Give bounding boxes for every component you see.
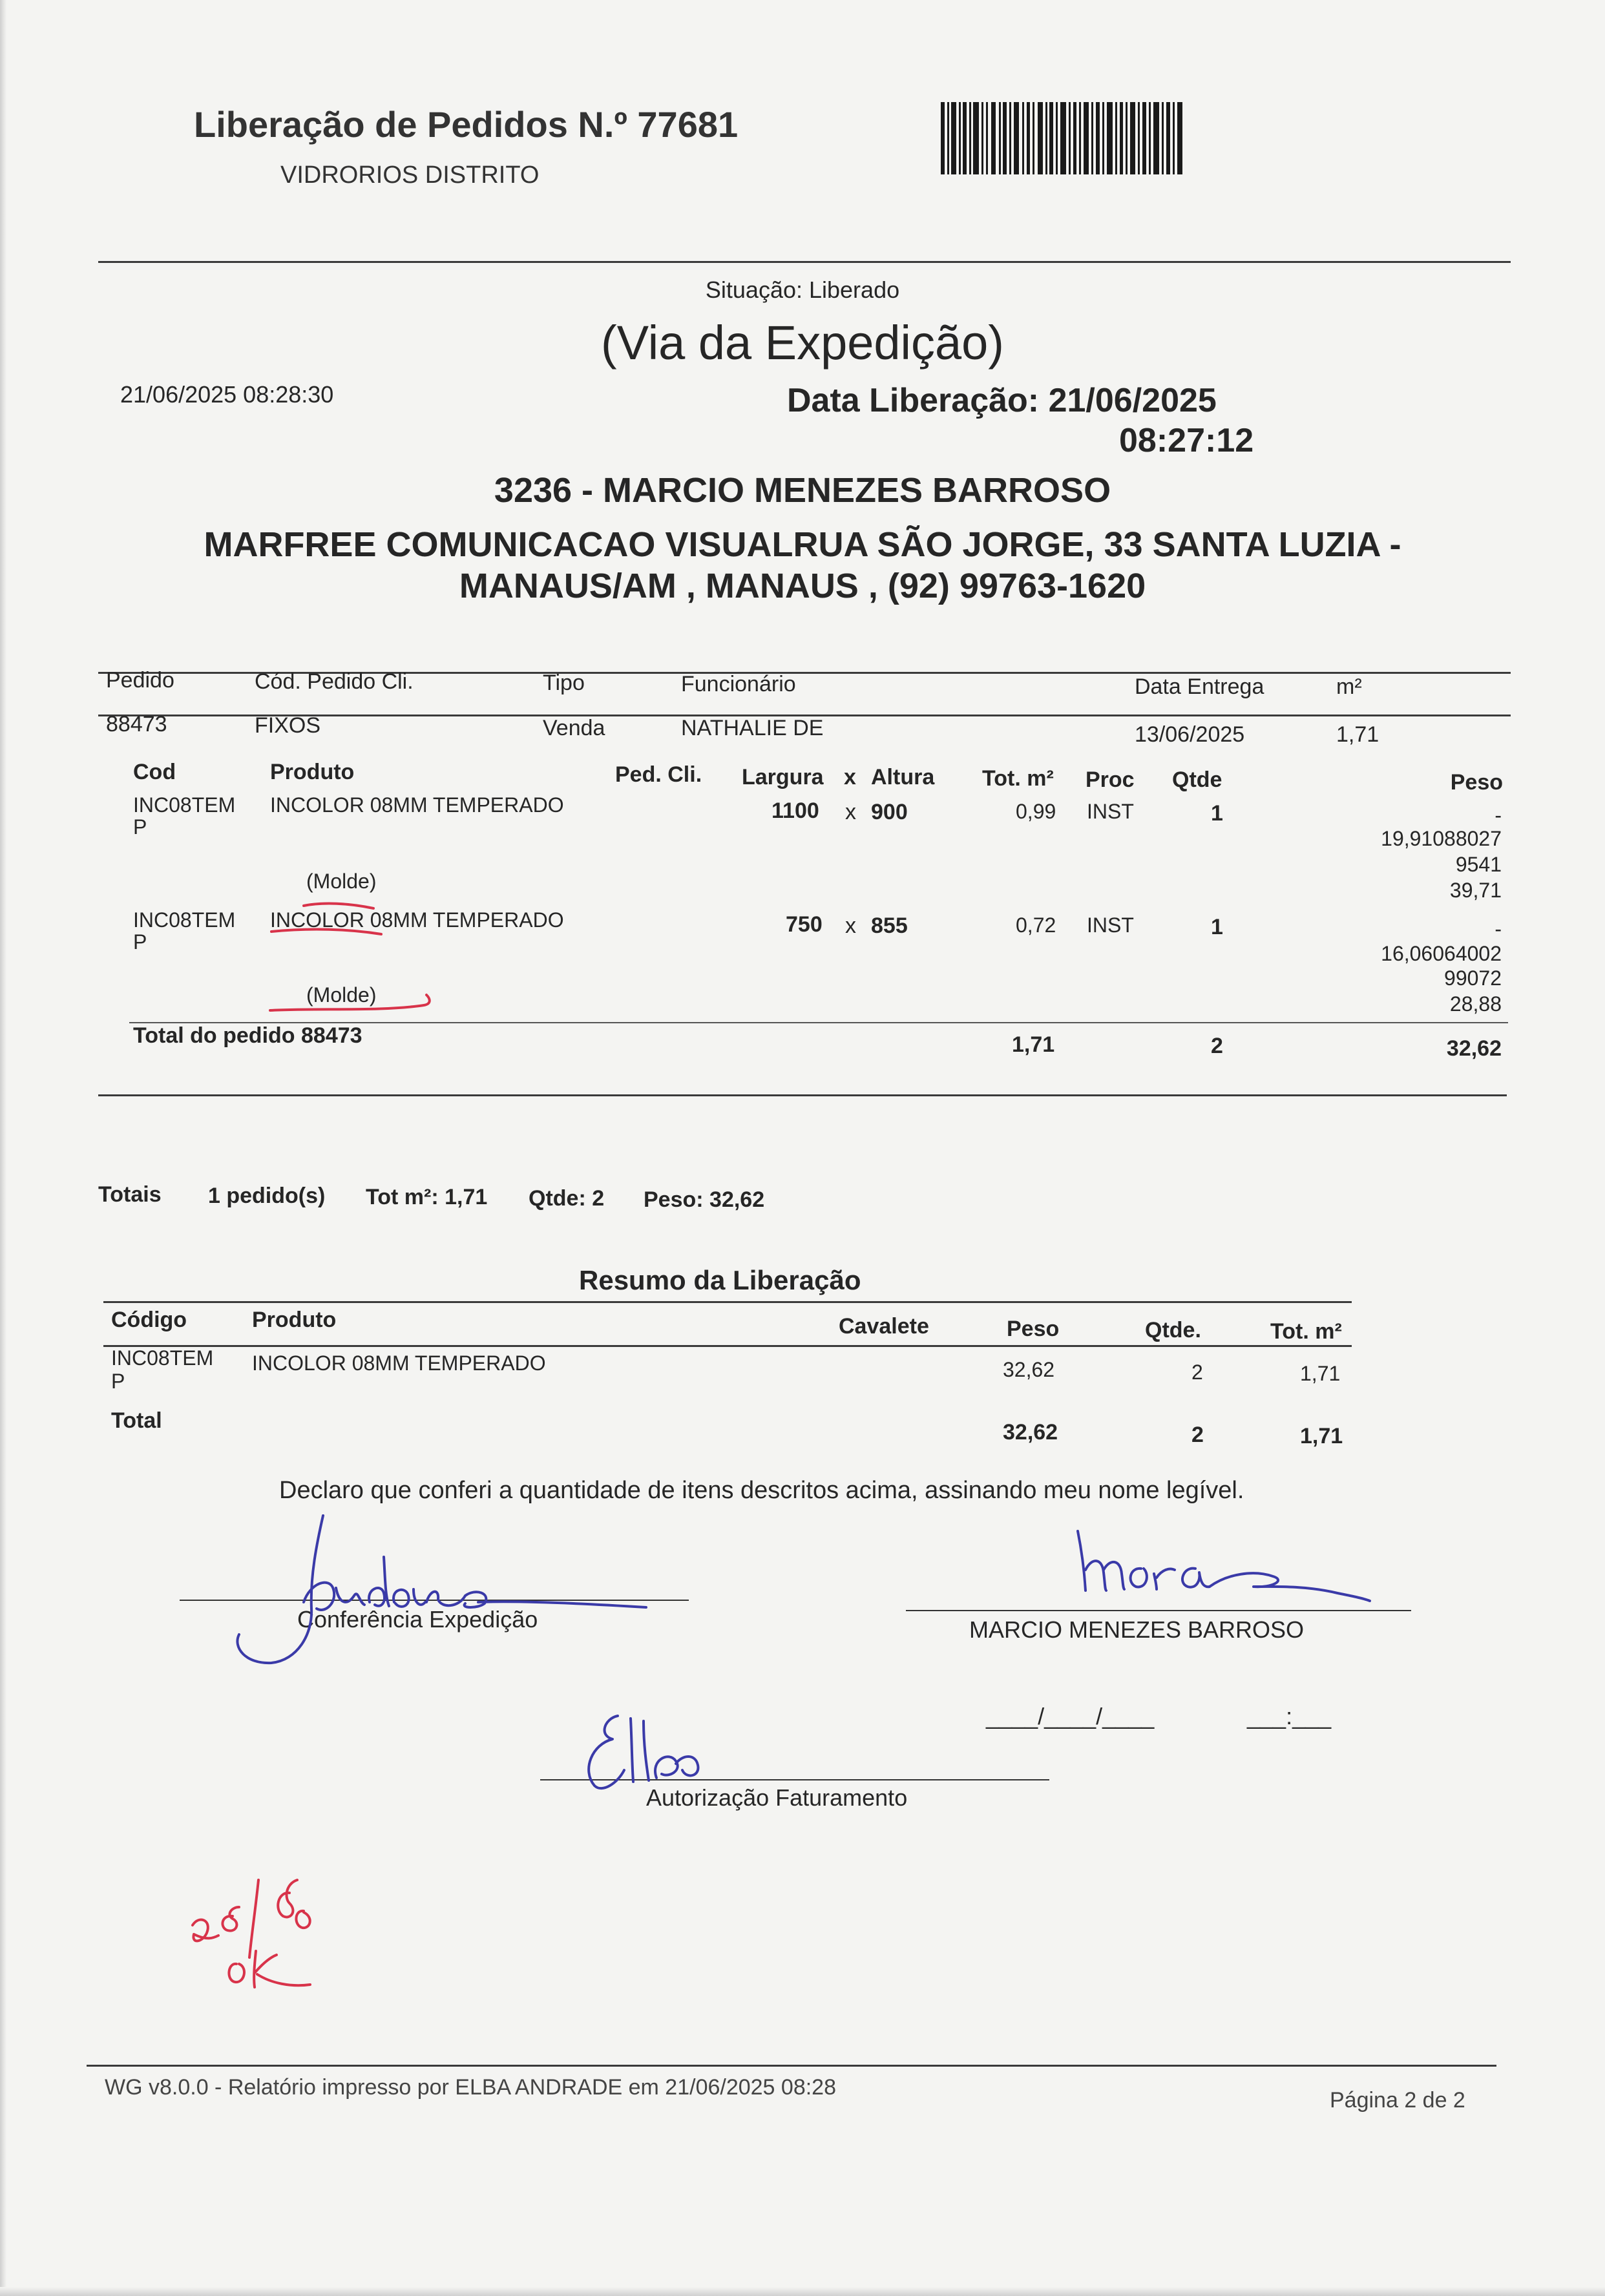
item-2-altura: 855: [871, 913, 908, 938]
col-header-m2: m²: [1336, 674, 1362, 699]
resumo-row-codigo-line1: INC08TEM: [111, 1346, 214, 1370]
order-total-label: Total do pedido 88473: [133, 1023, 362, 1048]
resumo-col-peso: Peso: [1007, 1317, 1060, 1341]
barcode-image: [941, 102, 1186, 174]
item-col-tot-m2: Tot. m²: [982, 766, 1054, 791]
item-1-altura: 900: [871, 800, 908, 824]
item-2-proc: INST: [1087, 913, 1134, 937]
order-cod-pedido-cli: FIXOS: [255, 713, 321, 738]
resumo-total-label: Total: [111, 1408, 162, 1433]
resumo-row-qtde: 2: [1191, 1361, 1203, 1384]
item-2-peso-line4: 28,88: [1449, 992, 1502, 1016]
resumo-title: Resumo da Liberação: [579, 1265, 861, 1295]
order-total-m2: 1,71: [1012, 1032, 1055, 1057]
client-signature-line: [906, 1610, 1411, 1611]
order-tipo: Venda: [543, 716, 605, 740]
conferencia-signature: [220, 1505, 659, 1673]
autorizacao-signature: [579, 1706, 734, 1802]
red-underline-marks: [258, 879, 452, 1021]
item-1-peso-line1: -: [1495, 804, 1502, 827]
col-header-cod-pedido-cli: Cód. Pedido Cli.: [255, 669, 414, 694]
item-1-tot-m2: 0,99: [1016, 800, 1056, 823]
totais-label: Totais: [98, 1182, 162, 1207]
item-1-peso-line3: 9541: [1455, 853, 1502, 876]
item-2-qtde: 1: [1211, 915, 1223, 939]
client-address-line2: MANAUS/AM , MANAUS , (92) 99763-1620: [459, 567, 1146, 605]
item-col-qtde: Qtde: [1172, 767, 1222, 792]
resumo-total-tot-m2: 1,71: [1300, 1424, 1343, 1448]
resumo-col-tot-m2: Tot. m²: [1270, 1319, 1342, 1344]
col-header-funcionario: Funcionário: [681, 672, 796, 696]
item-2-tot-m2: 0,72: [1016, 913, 1056, 937]
item-1-cod-line2: P: [133, 815, 147, 839]
conferencia-label: Conferência Expedição: [297, 1606, 538, 1633]
via-label: (Via da Expedição): [601, 316, 1004, 370]
item-1-x: x: [845, 800, 856, 824]
print-timestamp: 21/06/2025 08:28:30: [120, 381, 334, 408]
item-col-ped-cli: Ped. Cli.: [615, 762, 702, 787]
item-1-produto: INCOLOR 08MM TEMPERADO: [270, 793, 564, 817]
item-col-peso: Peso: [1450, 770, 1503, 795]
item-2-cod-line2: P: [133, 930, 147, 954]
item-2-largura: 750: [786, 912, 823, 937]
totais-pedidos: 1 pedido(s): [208, 1184, 326, 1208]
resumo-col-codigo: Código: [111, 1308, 187, 1332]
resumo-total-qtde: 2: [1191, 1423, 1204, 1447]
item-2-peso-line2: 16,06064002: [1381, 942, 1502, 965]
item-col-x: x: [844, 765, 856, 789]
resumo-total-peso: 32,62: [1003, 1420, 1058, 1445]
col-header-tipo: Tipo: [543, 671, 585, 695]
autorizacao-label: Autorização Faturamento: [646, 1784, 908, 1811]
order-pedido: 88473: [106, 712, 167, 736]
order-funcionario: NATHALIE DE: [681, 716, 824, 740]
order-total-peso: 32,62: [1446, 1036, 1502, 1061]
footer-page-number: Página 2 de 2: [1330, 2088, 1465, 2113]
status-text: Situação: Liberado: [705, 277, 900, 303]
client-signature: [1060, 1518, 1409, 1609]
resumo-col-produto: Produto: [252, 1308, 337, 1332]
order-section-bottom-rule: [98, 1094, 1507, 1096]
client-name: 3236 - MARCIO MENEZES BARROSO: [494, 471, 1111, 510]
item-1-peso-line2: 19,91088027: [1381, 827, 1502, 850]
resumo-row-produto: INCOLOR 08MM TEMPERADO: [252, 1352, 546, 1375]
handwritten-date-ok-mark: [181, 1861, 336, 2016]
item-2-molde: (Molde): [306, 983, 377, 1007]
resumo-row-peso: 32,62: [1003, 1358, 1055, 1381]
item-2-peso-line3: 99072: [1444, 966, 1502, 990]
date-blank: ____/____/____: [986, 1703, 1155, 1729]
resumo-col-qtde: Qtde.: [1145, 1318, 1201, 1342]
totais-qtde: Qtde: 2: [529, 1186, 605, 1211]
item-col-cod: Cod: [133, 760, 176, 784]
scan-bottom-edge: [0, 2287, 1605, 2296]
item-col-altura: Altura: [871, 765, 935, 789]
item-2-x: x: [845, 913, 856, 938]
resumo-row-codigo-line2: P: [111, 1370, 125, 1393]
item-1-peso-line4: 39,71: [1449, 879, 1502, 902]
item-2-cod-line1: INC08TEM: [133, 908, 236, 932]
col-header-data-entrega: Data Entrega: [1135, 674, 1264, 699]
order-m2: 1,71: [1336, 722, 1379, 747]
col-header-pedido: Pedido: [106, 668, 174, 693]
client-signature-name: MARCIO MENEZES BARROSO: [969, 1616, 1305, 1643]
resumo-header-rule: [103, 1345, 1352, 1347]
item-col-produto: Produto: [270, 760, 355, 784]
item-1-qtde: 1: [1211, 801, 1223, 826]
resumo-row-tot-m2: 1,71: [1300, 1362, 1341, 1385]
declaration-text: Declaro que conferi a quantidade de itens descritos acima, assinando meu nome legível.: [279, 1477, 1244, 1504]
item-1-largura: 1100: [771, 798, 819, 823]
order-data-entrega: 13/06/2025: [1135, 722, 1245, 747]
item-col-proc: Proc: [1086, 767, 1135, 792]
company-name: VIDRORIOS DISTRITO: [280, 162, 540, 189]
item-1-molde: (Molde): [306, 870, 377, 893]
footer-printed-by: WG v8.0.0 - Relatório impresso por ELBA ANDRADE em 21/06/2025 08:28: [105, 2075, 836, 2100]
item-1-proc: INST: [1087, 800, 1134, 823]
release-time: 08:27:12: [1119, 422, 1254, 459]
document-title: Liberação de Pedidos N.º 77681: [194, 104, 739, 145]
resumo-top-rule: [103, 1301, 1352, 1303]
client-address-line1: MARFREE COMUNICACAO VISUALRUA SÃO JORGE, 33 SANTA LUZIA -: [204, 525, 1401, 564]
resumo-col-cavalete: Cavalete: [839, 1314, 929, 1339]
item-2-peso-line1: -: [1495, 917, 1502, 941]
release-date: Data Liberação: 21/06/2025: [787, 382, 1217, 419]
totais-tot-m2: Tot m²: 1,71: [366, 1185, 488, 1209]
order-total-qtde: 2: [1211, 1034, 1223, 1058]
item-1-cod-line1: INC08TEM: [133, 793, 236, 817]
item-col-largura: Largura: [742, 765, 824, 789]
item-2-produto: INCOLOR 08MM TEMPERADO: [270, 908, 564, 932]
time-blank: ___:___: [1247, 1703, 1332, 1729]
footer-rule: [87, 2065, 1496, 2067]
header-divider: [98, 261, 1511, 263]
totais-peso: Peso: 32,62: [644, 1187, 765, 1212]
